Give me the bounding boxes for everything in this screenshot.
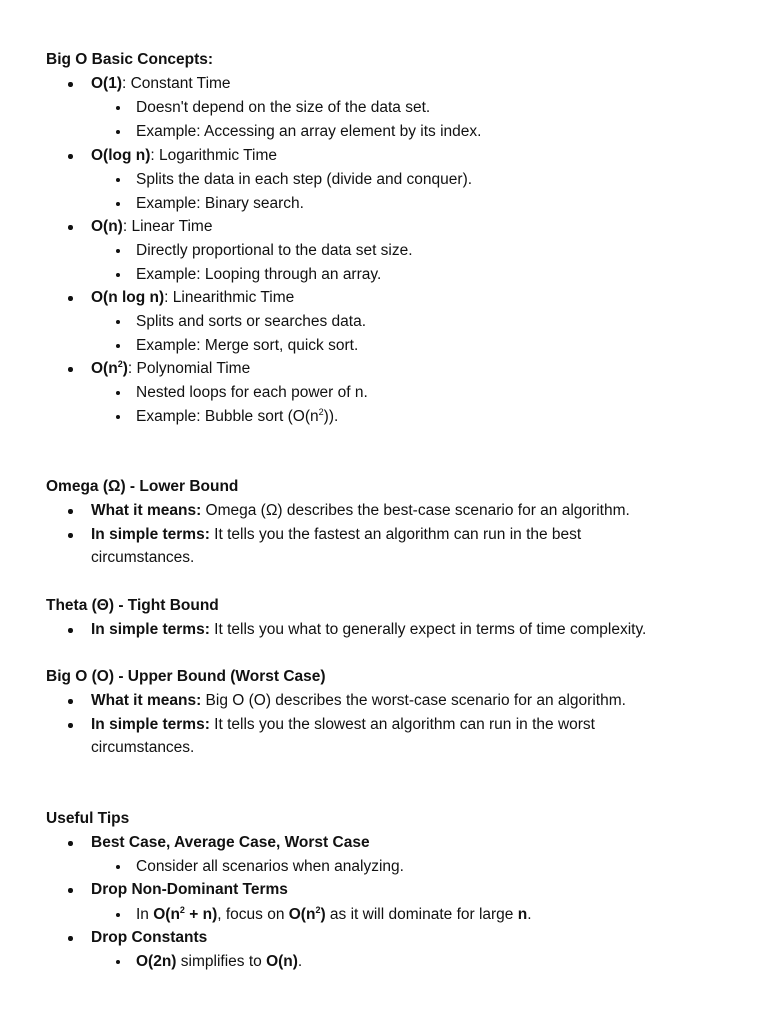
tip2-expr2 [289, 906, 326, 923]
desc-ologn: : Logarithmic Time [150, 147, 278, 164]
tip-non-dominant-example [136, 904, 532, 926]
point-on2-2-post: )). [323, 408, 339, 425]
bigo-what-text: Big O (O) describes the worst-case scenario for an algorithm. [201, 692, 626, 709]
tip2-expr1-exp: 2 [179, 905, 185, 915]
bigo-simple-text: It tells you the slowest an algorithm can run in the worst [209, 716, 595, 733]
theta-simple-text: It tells you what to generally expect in terms of time complexity. [209, 621, 647, 638]
desc-on: : Linear Time [122, 218, 213, 235]
tip3-expr1: O(2n) [136, 953, 177, 970]
bullet [116, 130, 120, 134]
term-on2-post: ) [122, 360, 128, 377]
bullet [68, 723, 73, 728]
bullet [68, 296, 73, 301]
omega-what-it-means [91, 500, 630, 522]
item-on2 [91, 358, 250, 380]
bullet [116, 913, 120, 917]
bullet [116, 178, 120, 182]
point-o1-2: Example: Accessing an array element by its index. [136, 123, 482, 140]
tip-consider-all-scenarios: Consider all scenarios when analyzing. [136, 858, 404, 875]
item-on [91, 216, 212, 238]
tip2-var-n: n [517, 906, 528, 923]
bullet [116, 865, 120, 869]
tip2-expr2-pre: O(n [288, 906, 316, 923]
bullet [116, 344, 120, 348]
bullet [116, 960, 120, 964]
section-title-omega: Omega (Ω) - Lower Bound [46, 478, 239, 495]
bullet [116, 202, 120, 206]
point-onlogn-1: Splits and sorts or searches data. [136, 313, 367, 330]
bullet [116, 391, 120, 395]
bullet [68, 533, 73, 538]
bigo-what-label: What it means: [91, 692, 202, 709]
section-title-theta: Theta (Θ) - Tight Bound [46, 597, 219, 614]
bullet [116, 320, 120, 324]
bullet [68, 628, 73, 633]
tip2-dot: . [527, 906, 532, 923]
bullet [68, 509, 73, 514]
item-ologn [91, 145, 277, 167]
bigo-what-it-means [91, 690, 626, 712]
term-on2-pre: O(n [91, 360, 118, 377]
tip2-expr2-exp: 2 [315, 905, 321, 915]
bullet [68, 225, 73, 230]
theta-simple-label: In simple terms: [91, 621, 210, 638]
term-on2-exp: 2 [117, 359, 123, 369]
term-on2 [91, 360, 128, 377]
tip2-in: In [136, 906, 154, 923]
point-on2-2-pre: Example: Bubble sort (O(n [136, 408, 319, 425]
point-on-2: Example: Looping through an array. [136, 266, 382, 283]
tip3-expr2: O(n) [266, 953, 298, 970]
tip2-expr1-post: + n) [184, 906, 218, 923]
desc-o1: : Constant Time [122, 75, 231, 92]
bullet [68, 888, 73, 893]
tip-drop-constants: Drop Constants [91, 929, 208, 946]
bullet [116, 415, 120, 419]
point-onlogn-2: Example: Merge sort, quick sort. [136, 337, 359, 354]
tip-drop-non-dominant: Drop Non-Dominant Terms [91, 881, 288, 898]
tip2-expr2-post: ) [320, 906, 326, 923]
theta-simple-terms [91, 619, 646, 641]
point-o1-1: Doesn't depend on the size of the data set. [136, 99, 431, 116]
tip2-mid: , focus on [217, 906, 289, 923]
tip-constants-example [136, 951, 302, 973]
section-title-useful-tips: Useful Tips [46, 810, 130, 827]
tip2-end: as it will dominate for large [325, 906, 518, 923]
term-onlogn: O(n log n) [91, 289, 165, 306]
bullet [68, 936, 73, 941]
point-on-1: Directly proportional to the data set size. [136, 242, 413, 259]
point-on2-2 [136, 406, 338, 428]
point-ologn-1: Splits the data in each step (divide and conquer). [136, 171, 473, 188]
bullet [116, 273, 120, 277]
bullet [116, 106, 120, 110]
bigo-simple-label: In simple terms: [91, 716, 210, 733]
bullet [68, 367, 73, 372]
item-o1 [91, 73, 231, 95]
bullet [68, 82, 73, 87]
desc-on2: : Polynomial Time [127, 360, 251, 377]
tip2-expr1-pre: O(n [153, 906, 180, 923]
bullet [68, 154, 73, 159]
omega-simple-terms-cont: circumstances. [91, 549, 195, 566]
term-o1: O(1) [91, 75, 122, 92]
tip2-expr1 [153, 906, 217, 923]
point-ologn-2: Example: Binary search. [136, 195, 304, 212]
tip3-dot: . [297, 953, 303, 970]
tip3-mid: simplifies to [176, 953, 267, 970]
bigo-simple-terms [91, 714, 595, 736]
item-onlogn [91, 287, 294, 309]
bullet [68, 699, 73, 704]
bullet [68, 841, 73, 846]
point-on2-1: Nested loops for each power of n. [136, 384, 368, 401]
omega-simple-label: In simple terms: [91, 526, 210, 543]
omega-what-text: Omega (Ω) describes the best-case scenario for an algorithm. [201, 502, 630, 519]
bigo-simple-terms-cont: circumstances. [91, 739, 195, 756]
desc-onlogn: : Linearithmic Time [164, 289, 295, 306]
bullet [116, 249, 120, 253]
tip-best-average-worst: Best Case, Average Case, Worst Case [91, 834, 370, 851]
omega-simple-text: It tells you the fastest an algorithm can run in the best [209, 526, 582, 543]
term-on: O(n) [91, 218, 123, 235]
omega-what-label: What it means: [91, 502, 202, 519]
point-on2-2-exp: 2 [318, 407, 324, 417]
section-title-big-o: Big O (O) - Upper Bound (Worst Case) [46, 668, 326, 685]
term-ologn: O(log n) [91, 147, 151, 164]
omega-simple-terms [91, 524, 581, 546]
section-title-big-o-basics: Big O Basic Concepts: [46, 51, 214, 68]
